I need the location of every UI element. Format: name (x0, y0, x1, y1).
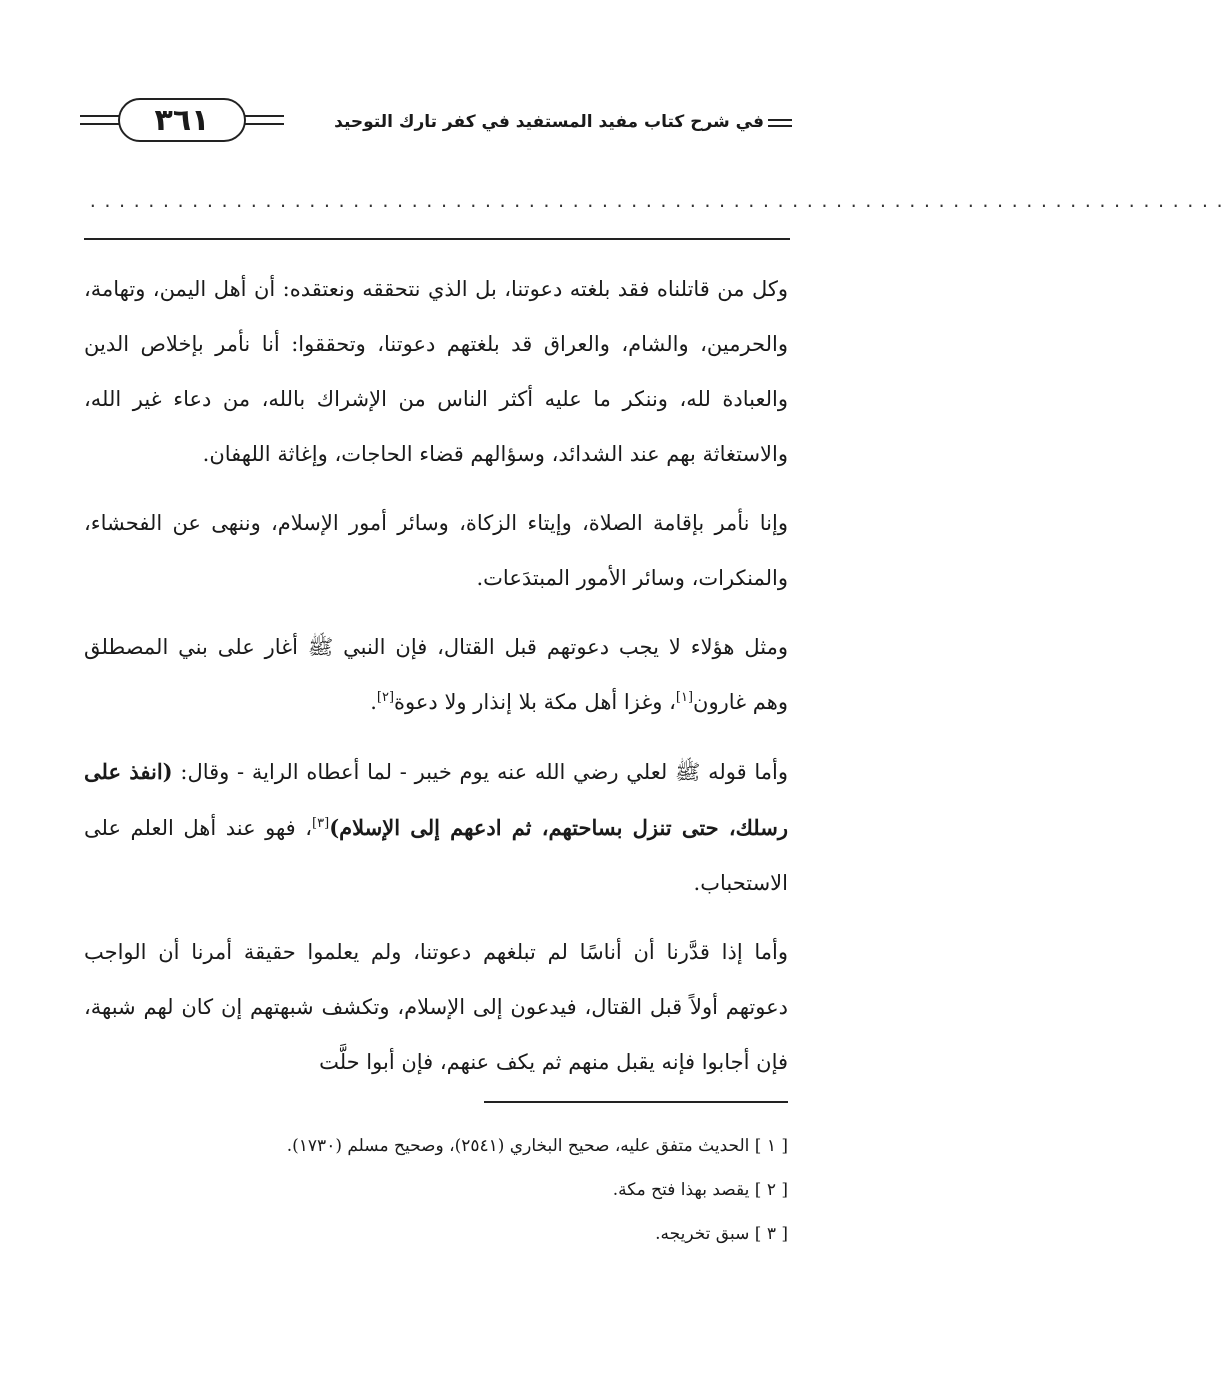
header-rule (84, 238, 790, 240)
paragraph (84, 262, 788, 482)
text-run: وأما إذا قدَّرنا أن أناسًا لم تبلغهم دعوتنا، ولم يعلموا حقيقة أمرنا أن الواجب دعوتهم أولاً قبل القتال، فيدعون إلى الإسلام، وتكشف شبهتهم إن كان لهم شبهة، فإن أجابوا فإنه يقبل منهم ثم يكف عنهم، فإن أبوا حلَّت (84, 940, 788, 1074)
text-run: ، وغزا أهل مكة بلا إنذار ولا دعوة (394, 690, 676, 714)
running-title: في شرح كتاب مفيد المستفيد في كفر تارك التوحيد (334, 112, 764, 132)
footnote-ref: [٢] (376, 690, 395, 705)
page-header (80, 92, 792, 152)
paragraph (84, 744, 788, 911)
footnote-rule (484, 1101, 788, 1103)
title-ornament (768, 119, 792, 131)
footnote: [ ٢ ] يقصد بهذا فتح مكة. (612, 1180, 788, 1200)
hadith-quote: (انفذ على رسلك، حتى تنزل بساحتهم، ثم ادعهم إلى الإسلام) (84, 759, 788, 840)
page-number-ornament (80, 92, 286, 152)
text-run: . (370, 690, 377, 714)
footnote: [ ٣ ] سبق تخريجه. (655, 1224, 788, 1244)
text-run: وكل من قاتلناه فقد بلغته دعوتنا، بل الذي نتحققه ونعتقده: أن أهل اليمن، وتهامة، والحرمين، والشام، والعراق قد بلغتهم دعوتنا، وتحققوا: أنا نأمر بإخلاص الدين والعبادة لله، وننكر ما عليه أكثر الناس من الإشراك بالله، من دعاء غير الله، والاستغاثة بهم عند الشدائد، وسؤالهم قضاء الحاجات، وإغاثة اللهفان. (84, 277, 788, 466)
footnote-ref: [٣] (312, 816, 330, 831)
footnotes (84, 1124, 788, 1256)
page-number: ٣٦١ (118, 98, 246, 142)
text-run: وأما قوله ﷺ لعلي رضي الله عنه يوم خيبر - لما أعطاه الراية - وقال: (172, 760, 788, 784)
footnote: [ ١ ] الحديث متفق عليه، صحيح البخاري (٢٥٤١)، وصحيح مسلم (١٧٣٠). (286, 1136, 788, 1156)
body-text (84, 262, 788, 1104)
footnote-ref: [١] (675, 690, 694, 705)
dotted-separator: .............................................................................. (88, 192, 1229, 211)
text-run: ، فهو عند أهل العلم على الاستحباب. (84, 816, 788, 895)
paragraph (84, 496, 788, 606)
paragraph (84, 620, 788, 730)
paragraph (84, 925, 788, 1090)
text-run: وإنا نأمر بإقامة الصلاة، وإيتاء الزكاة، وسائر أمور الإسلام، وننهى عن الفحشاء، والمنكرات، وسائر الأمور المبتدَعات. (84, 511, 788, 590)
text-run: ومثل هؤلاء لا يجب دعوتهم قبل القتال، فإن النبي ﷺ أغار على بني المصطلق وهم غارون (84, 635, 788, 714)
